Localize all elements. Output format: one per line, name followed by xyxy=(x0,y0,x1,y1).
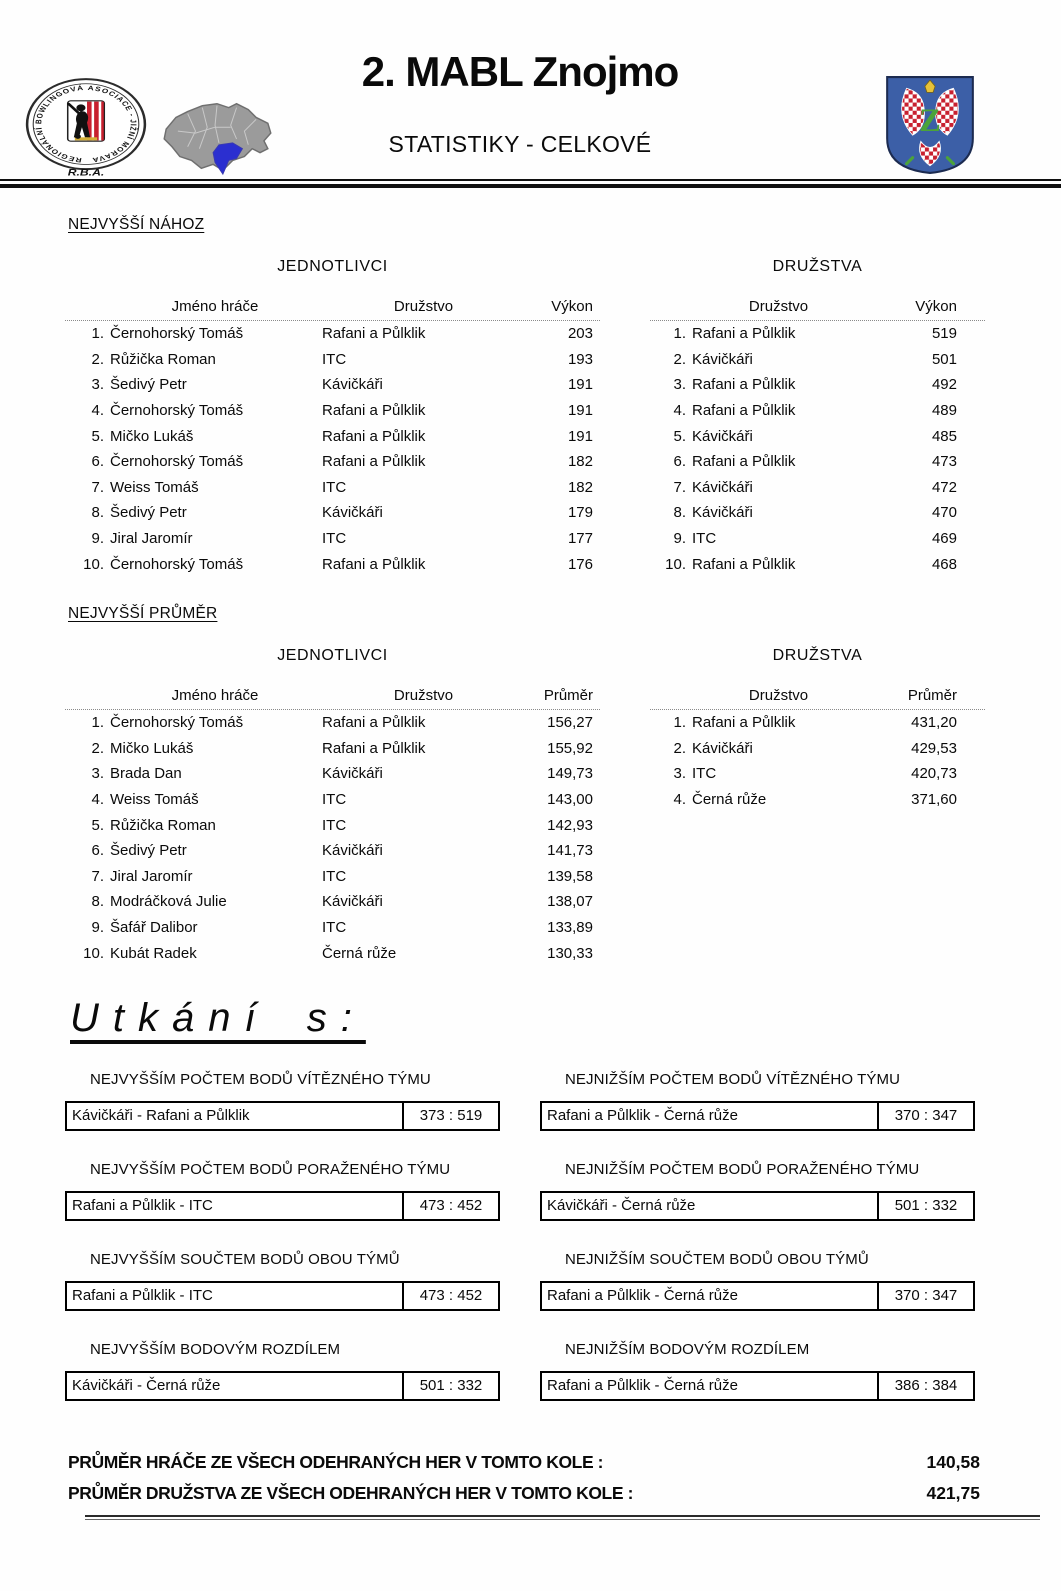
row-team: Rafani a Půlklik xyxy=(692,453,796,471)
row-value: 473 xyxy=(931,453,957,471)
row-player: Brada Dan xyxy=(110,765,182,783)
svg-text:R.B.A.: R.B.A. xyxy=(67,167,105,178)
row-team: Rafani a Půlklik xyxy=(322,325,426,343)
section-heading: NEJVYŠŠÍ PRŮMĚR xyxy=(68,604,218,622)
page-title: 2. MABL Znojmo xyxy=(361,48,679,95)
match-box xyxy=(540,1101,975,1131)
row-value: 179 xyxy=(567,504,593,522)
document-header xyxy=(0,0,1061,190)
row-rank: 9. xyxy=(91,918,104,936)
row-rank: 1. xyxy=(91,714,104,732)
row-value: 371,60 xyxy=(911,791,957,809)
summary-value: 140,58 xyxy=(926,1451,980,1472)
table-row xyxy=(65,812,600,838)
row-team: Kávičkáři xyxy=(692,478,753,496)
svg-text:Z: Z xyxy=(919,103,941,140)
table-row xyxy=(650,372,985,398)
row-rank: 5. xyxy=(91,816,104,834)
row-value: 149,73 xyxy=(547,765,593,783)
table-row xyxy=(650,761,985,787)
row-rank: 3. xyxy=(673,376,686,394)
row-rank: 1. xyxy=(673,325,686,343)
match-score: 501 : 332 xyxy=(402,1373,498,1399)
row-value: 492 xyxy=(931,376,957,394)
row-value: 191 xyxy=(567,376,593,394)
row-value: 141,73 xyxy=(547,842,593,860)
column-header-value: Průměr xyxy=(907,686,957,704)
match-item xyxy=(65,1057,500,1131)
row-player: Černohorský Tomáš xyxy=(110,402,244,420)
table-title: DRUŽSTVA xyxy=(772,646,863,664)
table-row xyxy=(65,398,600,424)
row-player: Mičko Lukáš xyxy=(110,739,194,757)
row-rank: 2. xyxy=(91,739,104,757)
row-player: Šafář Dalibor xyxy=(110,918,198,936)
teams-table xyxy=(650,234,985,577)
table-row xyxy=(65,889,600,915)
match-score: 386 : 384 xyxy=(877,1373,973,1399)
row-rank: 4. xyxy=(673,402,686,420)
match-teams: Rafani a Půlklik - ITC xyxy=(72,1197,213,1215)
match-score: 373 : 519 xyxy=(402,1103,498,1129)
row-rank: 5. xyxy=(91,427,104,445)
row-rank: 3. xyxy=(673,765,686,783)
row-rank: 10. xyxy=(83,944,104,962)
table-header xyxy=(650,687,985,710)
table-title: JEDNOTLIVCI xyxy=(277,646,388,664)
row-rank: 8. xyxy=(673,504,686,522)
znojmo-coat-of-arms-icon xyxy=(884,74,976,176)
column-header-player: Jméno hráče xyxy=(171,298,259,315)
match-label: NEJVYŠŠÍM SOUČTEM BODŮ OBOU TÝMŮ xyxy=(90,1250,400,1268)
row-team: Rafani a Půlklik xyxy=(322,714,426,732)
table-row xyxy=(65,864,600,890)
column-header-value: Výkon xyxy=(915,298,957,315)
row-player: Weiss Tomáš xyxy=(110,791,199,809)
row-team: Kávičkáři xyxy=(692,504,753,522)
row-team: Rafani a Půlklik xyxy=(692,714,796,732)
summary-label: PRŮMĚR DRUŽSTVA ZE VŠECH ODEHRANÝCH HER V TOMTO KOLE : xyxy=(68,1482,634,1503)
row-value: 143,00 xyxy=(547,791,593,809)
match-item xyxy=(65,1147,500,1221)
table-row xyxy=(65,372,600,398)
row-value: 485 xyxy=(931,427,957,445)
row-rank: 8. xyxy=(91,893,104,911)
section-heading: NEJVYŠŠÍ NÁHOZ xyxy=(68,216,205,233)
row-player: Modráčková Julie xyxy=(110,893,227,911)
row-team: Kávičkáři xyxy=(322,765,383,783)
match-item xyxy=(540,1327,975,1401)
row-team: Kávičkáři xyxy=(692,739,753,757)
table-row xyxy=(65,761,600,787)
table-row xyxy=(65,475,600,501)
table-header xyxy=(650,298,985,321)
column-header-team: Družstvo xyxy=(748,686,809,704)
row-rank: 1. xyxy=(673,714,686,732)
row-team: Kávičkáři xyxy=(692,350,753,368)
row-rank: 9. xyxy=(673,530,686,548)
match-teams: Rafani a Půlklik - Černá růže xyxy=(547,1107,738,1125)
match-label: NEJVYŠŠÍM POČTEM BODŮ PORAŽENÉHO TÝMU xyxy=(90,1160,451,1178)
row-rank: 7. xyxy=(673,478,686,496)
match-label: NEJNIŽŠÍM POČTEM BODŮ VÍTĚZNÉHO TÝMU xyxy=(565,1070,901,1088)
section-highest-game xyxy=(0,216,1061,577)
row-team: ITC xyxy=(322,816,347,834)
row-value: 193 xyxy=(567,350,593,368)
match-label: NEJVYŠŠÍM POČTEM BODŮ VÍTĚZNÉHO TÝMU xyxy=(90,1070,431,1088)
summary-footer xyxy=(68,1447,980,1509)
table-row xyxy=(650,449,985,475)
row-player: Růžička Roman xyxy=(110,350,216,368)
row-player: Jiral Jaromír xyxy=(110,867,193,885)
row-value: 191 xyxy=(567,402,593,420)
row-rank: 6. xyxy=(91,842,104,860)
row-value: 468 xyxy=(931,555,957,573)
row-player: Černohorský Tomáš xyxy=(110,325,244,343)
row-rank: 10. xyxy=(83,555,104,573)
row-team: Rafani a Půlklik xyxy=(322,739,426,757)
row-rank: 7. xyxy=(91,867,104,885)
table-row xyxy=(65,710,600,736)
row-value: 139,58 xyxy=(547,867,593,885)
row-team: Kávičkáři xyxy=(322,842,383,860)
match-teams: Rafani a Půlklik - Černá růže xyxy=(547,1287,738,1305)
table-row xyxy=(650,347,985,373)
row-team: Rafani a Půlklik xyxy=(692,325,796,343)
row-value: 191 xyxy=(567,427,593,445)
table-row xyxy=(65,787,600,813)
table-row xyxy=(65,736,600,762)
table-row xyxy=(650,787,985,813)
row-team: Rafani a Půlklik xyxy=(322,555,426,573)
row-value: 182 xyxy=(567,453,593,471)
table-row xyxy=(65,915,600,941)
row-player: Kubát Radek xyxy=(110,944,197,962)
individuals-table xyxy=(65,234,600,577)
row-player: Černohorský Tomáš xyxy=(110,453,244,471)
row-rank: 5. xyxy=(673,427,686,445)
row-rank: 4. xyxy=(673,791,686,809)
match-box xyxy=(65,1191,500,1221)
summary-label: PRŮMĚR HRÁČE ZE VŠECH ODEHRANÝCH HER V TOMTO KOLE : xyxy=(68,1451,604,1472)
row-value: 431,20 xyxy=(911,714,957,732)
row-value: 469 xyxy=(931,530,957,548)
footer-divider xyxy=(85,1515,1040,1520)
row-rank: 6. xyxy=(91,453,104,471)
row-rank: 4. xyxy=(91,791,104,809)
row-player: Weiss Tomáš xyxy=(110,478,199,496)
section-highest-average xyxy=(0,605,1061,966)
table-row xyxy=(650,475,985,501)
table-row xyxy=(65,500,600,526)
row-team: Rafani a Půlklik xyxy=(322,453,426,471)
row-value: 176 xyxy=(567,555,593,573)
row-rank: 2. xyxy=(673,739,686,757)
row-rank: 10. xyxy=(665,555,686,573)
row-player: Mičko Lukáš xyxy=(110,427,194,445)
match-teams: Kávičkáři - Černá růže xyxy=(547,1197,696,1215)
row-team: ITC xyxy=(322,918,347,936)
match-item xyxy=(540,1237,975,1311)
row-value: 203 xyxy=(567,325,593,343)
row-team: ITC xyxy=(322,791,347,809)
match-teams: Kávičkáři - Rafani a Půlklik xyxy=(72,1107,250,1125)
matches-heading: Utkání s: xyxy=(70,995,366,1040)
row-player: Jiral Jaromír xyxy=(110,530,193,548)
row-team: Rafani a Půlklik xyxy=(322,427,426,445)
row-team: ITC xyxy=(322,530,347,548)
match-teams: Rafani a Půlklik - Černá růže xyxy=(547,1377,738,1395)
match-score: 370 : 347 xyxy=(877,1283,973,1309)
table-row xyxy=(650,423,985,449)
table-row xyxy=(65,551,600,577)
match-score: 473 : 452 xyxy=(402,1193,498,1219)
table-row xyxy=(65,526,600,552)
table-row xyxy=(65,347,600,373)
summary-value: 421,75 xyxy=(926,1482,980,1503)
table-row xyxy=(650,526,985,552)
match-box xyxy=(540,1191,975,1221)
row-rank: 7. xyxy=(91,478,104,496)
match-item xyxy=(65,1327,500,1401)
table-row xyxy=(650,321,985,347)
match-label: NEJNIŽŠÍM BODOVÝM ROZDÍLEM xyxy=(565,1340,810,1358)
row-value: 155,92 xyxy=(547,739,593,757)
row-rank: 6. xyxy=(673,453,686,471)
table-row xyxy=(650,500,985,526)
row-value: 470 xyxy=(931,504,957,522)
match-box xyxy=(540,1281,975,1311)
summary-row xyxy=(68,1447,980,1478)
row-player: Šedivý Petr xyxy=(110,376,187,394)
row-team: ITC xyxy=(692,765,717,783)
row-team: Kávičkáři xyxy=(692,427,753,445)
row-team: ITC xyxy=(322,867,347,885)
match-label: NEJVYŠŠÍM BODOVÝM ROZDÍLEM xyxy=(90,1340,341,1358)
row-value: 142,93 xyxy=(547,816,593,834)
table-title: JEDNOTLIVCI xyxy=(277,258,388,275)
row-rank: 4. xyxy=(91,402,104,420)
row-team: Rafani a Půlklik xyxy=(692,555,796,573)
table-row xyxy=(65,449,600,475)
match-item xyxy=(540,1057,975,1131)
row-team: Rafani a Půlklik xyxy=(322,402,426,420)
row-team: Rafani a Půlklik xyxy=(692,402,796,420)
row-team: Kávičkáři xyxy=(322,504,383,522)
column-header-value: Výkon xyxy=(551,298,593,315)
column-header-team: Družstvo xyxy=(393,298,454,315)
row-team: ITC xyxy=(692,530,717,548)
match-item xyxy=(540,1147,975,1221)
row-rank: 3. xyxy=(91,376,104,394)
match-score: 370 : 347 xyxy=(877,1103,973,1129)
row-value: 177 xyxy=(567,530,593,548)
row-rank: 9. xyxy=(91,530,104,548)
row-value: 501 xyxy=(931,350,957,368)
row-rank: 2. xyxy=(673,350,686,368)
teams-table xyxy=(650,623,985,812)
row-player: Šedivý Petr xyxy=(110,842,187,860)
row-value: 133,89 xyxy=(547,918,593,936)
table-title: DRUŽSTVA xyxy=(772,258,863,275)
table-row xyxy=(65,838,600,864)
row-value: 472 xyxy=(931,478,957,496)
header-divider xyxy=(0,179,1061,188)
page-subtitle: STATISTIKY - CELKOVÉ xyxy=(388,131,652,157)
match-box xyxy=(65,1101,500,1131)
match-teams: Rafani a Půlklik - ITC xyxy=(72,1287,213,1305)
table-row xyxy=(650,398,985,424)
table-row xyxy=(650,551,985,577)
row-value: 156,27 xyxy=(547,714,593,732)
row-value: 519 xyxy=(931,325,957,343)
row-player: Růžička Roman xyxy=(110,816,216,834)
summary-row xyxy=(68,1478,980,1509)
table-header xyxy=(65,298,600,321)
match-label: NEJNIŽŠÍM SOUČTEM BODŮ OBOU TÝMŮ xyxy=(565,1250,869,1268)
row-value: 489 xyxy=(931,402,957,420)
individuals-table xyxy=(65,623,600,966)
row-player: Šedivý Petr xyxy=(110,504,187,522)
row-value: 429,53 xyxy=(911,739,957,757)
row-rank: 3. xyxy=(91,765,104,783)
table-row xyxy=(650,710,985,736)
column-header-value: Průměr xyxy=(543,686,593,704)
row-team: ITC xyxy=(322,478,347,496)
row-rank: 1. xyxy=(91,325,104,343)
row-team: ITC xyxy=(322,350,347,368)
row-team: Kávičkáři xyxy=(322,893,383,911)
row-player: Černohorský Tomáš xyxy=(110,714,244,732)
table-row xyxy=(65,321,600,347)
row-rank: 8. xyxy=(91,504,104,522)
row-value: 130,33 xyxy=(547,944,593,962)
match-score: 473 : 452 xyxy=(402,1283,498,1309)
matches-section xyxy=(0,966,1061,1417)
row-player: Černohorský Tomáš xyxy=(110,555,244,573)
match-teams: Kávičkáři - Černá růže xyxy=(72,1377,221,1395)
match-box xyxy=(65,1371,500,1401)
match-label: NEJNIŽŠÍM POČTEM BODŮ PORAŽENÉHO TÝMU xyxy=(565,1160,920,1178)
row-team: Kávičkáři xyxy=(322,376,383,394)
table-header xyxy=(65,687,600,710)
row-team: Černá růže xyxy=(322,944,397,962)
column-header-team: Družstvo xyxy=(393,686,454,704)
row-value: 138,07 xyxy=(547,893,593,911)
match-box xyxy=(540,1371,975,1401)
row-rank: 2. xyxy=(91,350,104,368)
column-header-team: Družstvo xyxy=(748,298,809,315)
svg-text:REGIONÁLNÍ BOWLINGOVÁ ASOCIACE: REGIONÁLNÍ BOWLINGOVÁ ASOCIACE - JIŽNÍ MORAVA xyxy=(33,83,139,165)
table-row xyxy=(650,736,985,762)
match-box xyxy=(65,1281,500,1311)
row-team: Černá růže xyxy=(692,791,767,809)
table-row xyxy=(65,940,600,966)
row-value: 182 xyxy=(567,478,593,496)
match-score: 501 : 332 xyxy=(877,1193,973,1219)
row-value: 420,73 xyxy=(911,765,957,783)
match-item xyxy=(65,1237,500,1311)
row-team: Rafani a Půlklik xyxy=(692,376,796,394)
table-row xyxy=(65,423,600,449)
column-header-player: Jméno hráče xyxy=(171,686,259,704)
